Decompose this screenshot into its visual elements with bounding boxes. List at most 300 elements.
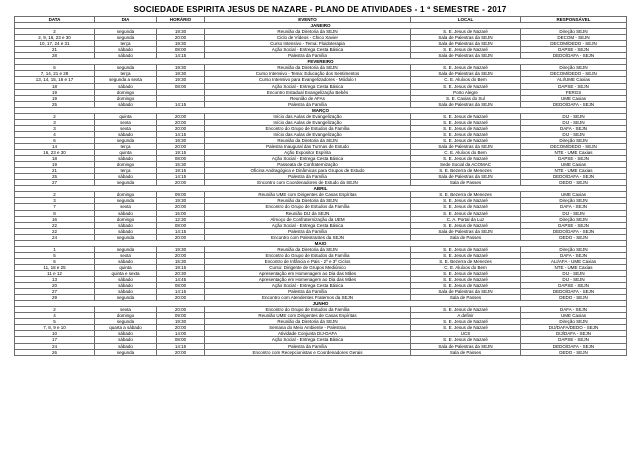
cell-time: 20:00 <box>157 234 205 240</box>
cell-event: Encontro Estadual Evangelização Bebês <box>205 89 411 95</box>
cell-date: 16 <box>15 216 95 222</box>
cell-responsible: DEDO/DAFA - SEJN <box>521 289 627 295</box>
cell-date: 3 <box>15 119 95 125</box>
cell-day: segunda <box>95 29 157 35</box>
cell-date: 5 <box>15 252 95 258</box>
cell-date: 25 <box>15 174 95 180</box>
month-label: JANEIRO <box>15 23 627 29</box>
cell-responsible: UME Caxias <box>521 192 627 198</box>
cell-event: Reunião UME com Dirigentes de Casas Espíritas <box>205 192 411 198</box>
cell-time: 08:00 <box>157 156 205 162</box>
cell-responsible: FERGS <box>521 89 627 95</box>
cell-event: Ação Social - Entrega Cesta Básica <box>205 83 411 89</box>
cell-event: Ciclo de Vídeos - Chico Xavier <box>205 35 411 41</box>
cell-date: 29 <box>15 295 95 301</box>
cell-event: Reunião da Diretoria da SEJN <box>205 29 411 35</box>
cell-event: Palestra da Família <box>205 343 411 349</box>
cell-date: 18 <box>15 83 95 89</box>
cell-day: sábado <box>95 343 157 349</box>
cell-event: Encontro com Coordenadores de Estudo da SEJN <box>205 180 411 186</box>
cell-location: S. E. Jesus de Nazaré <box>411 319 521 325</box>
cell-day: segunda <box>95 295 157 301</box>
cell-location: Sala de Palestras da SEJN <box>411 41 521 47</box>
cell-event: Ação Social - Entrega Cesta Básica <box>205 156 411 162</box>
cell-location: Porto Alegre <box>411 89 521 95</box>
cell-date: 19 <box>15 162 95 168</box>
cell-event: Palestra da Família <box>205 289 411 295</box>
cell-day: sexta <box>95 307 157 313</box>
cell-date: 22 <box>15 228 95 234</box>
cell-responsible: Direção SEJN <box>521 65 627 71</box>
cell-day: segunda <box>95 137 157 143</box>
cell-event: Reunião da Diretoria da SEJN <box>205 198 411 204</box>
cell-date: 2 <box>15 29 95 35</box>
cell-date: 3 <box>15 198 95 204</box>
cell-responsible: DAFA - SEJN <box>521 307 627 313</box>
cell-responsible: DIJ - SEJN <box>521 119 627 125</box>
cell-event: Curso Intensivo - Tema: Fluidoterapia <box>205 41 411 47</box>
cell-day: segunda <box>95 234 157 240</box>
cell-event: Início das Aulas de Evangelização <box>205 131 411 137</box>
cell-event: Encontro de Infância e Pais - 2º e 3º Ciclos <box>205 258 411 264</box>
cell-time: 08:00 <box>157 47 205 53</box>
cell-event: Palestra da Família <box>205 228 411 234</box>
cell-date: 1 <box>15 246 95 252</box>
cell-day: quinta <box>95 113 157 119</box>
cell-date: 14 <box>15 143 95 149</box>
cell-day: segunda <box>95 246 157 252</box>
cell-event: Reunião DIJ da SEJN <box>205 210 411 216</box>
cell-responsible: DECOM/DEDO - SEJN <box>521 41 627 47</box>
cell-event: Palestra Inaugural das Turmas de Estudo <box>205 143 411 149</box>
cell-time: 15:30 <box>157 162 205 168</box>
header-local: LOCAL <box>411 17 521 23</box>
cell-location: Sala de Palestras da SEJN <box>411 289 521 295</box>
cell-responsible: DAPSE - SEJN <box>521 83 627 89</box>
header-evento: EVENTO <box>205 17 411 23</box>
cell-responsible: DEDO - SEJN <box>521 180 627 186</box>
cell-date: 7, 8, 9 e 10 <box>15 325 95 331</box>
cell-responsible: ALI/UME Caxias <box>521 77 627 83</box>
cell-day: sábado <box>95 156 157 162</box>
cell-location: Sala de Palestras da SEJN <box>411 174 521 180</box>
cell-location: S. E. Jesus de Nazaré <box>411 222 521 228</box>
cell-responsible: ALI/AFA - UME Caxias <box>521 258 627 264</box>
cell-day: segunda <box>95 349 157 355</box>
cell-day: sábado <box>95 337 157 343</box>
cell-location: S. E. Jesus de Nazaré <box>411 119 521 125</box>
cell-time: 08:00 <box>157 337 205 343</box>
cell-location: S. E. Jesus de Nazaré <box>411 125 521 131</box>
cell-responsible: DIJ/DAFA - SEJN <box>521 331 627 337</box>
cell-time: 15:30 <box>157 258 205 264</box>
cell-time: 14:15 <box>157 228 205 234</box>
cell-day: sábado <box>95 131 157 137</box>
cell-responsible: DEDO - SEJN <box>521 349 627 355</box>
cell-responsible: NTE - UME Caxias <box>521 168 627 174</box>
cell-day: sábado <box>95 53 157 59</box>
cell-event: Início das Aulas de Evangelização <box>205 113 411 119</box>
cell-date: 11 e 12 <box>15 270 95 276</box>
cell-date: 19 <box>15 95 95 101</box>
cell-day: terça <box>95 143 157 149</box>
cell-date: 22 <box>15 222 95 228</box>
cell-time: 19:30 <box>157 198 205 204</box>
cell-time: 20:00 <box>157 113 205 119</box>
cell-day: quinta <box>95 150 157 156</box>
cell-day: quinta e sexta <box>95 270 157 276</box>
cell-date: 20 <box>15 283 95 289</box>
cell-location: S. E. Jesus de Nazaré <box>411 307 521 313</box>
cell-date: 4 <box>15 313 95 319</box>
cell-event: Palestra da Família <box>205 53 411 59</box>
cell-time: 20:00 <box>157 349 205 355</box>
cell-event: Almoço de Confraternização da UEM <box>205 216 411 222</box>
cell-time: 20:00 <box>157 143 205 149</box>
cell-date: 10 <box>15 331 95 337</box>
cell-day: segunda a sexta <box>95 77 157 83</box>
cell-event: Encontro com Atendentes Fraternos da SEJN <box>205 295 411 301</box>
cell-day: terça <box>95 71 157 77</box>
cell-time: 14:15 <box>157 131 205 137</box>
cell-date: 19 <box>15 89 95 95</box>
cell-responsible: UME Caxias <box>521 313 627 319</box>
cell-date: 28 <box>15 53 95 59</box>
cell-responsible: DIJ - SEJN <box>521 277 627 283</box>
cell-date: 6 <box>15 258 95 264</box>
header-horario: HORÁRIO <box>157 17 205 23</box>
cell-day: sábado <box>95 277 157 283</box>
cell-responsible: DECOM/DEDO - SEJN <box>521 143 627 149</box>
cell-day: segunda <box>95 198 157 204</box>
month-label: ABRIL <box>15 186 627 192</box>
cell-date: 26 <box>15 349 95 355</box>
cell-event: Oficina Andragógica e Dinâmicas para Grupos de Estudo <box>205 168 411 174</box>
cell-time: 20:00 <box>157 307 205 313</box>
cell-day: segunda <box>95 180 157 186</box>
cell-event: Curso Intensivo - Tema: Educação dos Sentimentos <box>205 71 411 77</box>
cell-date: 21 <box>15 47 95 53</box>
cell-responsible: DEDO - SEJN <box>521 234 627 240</box>
cell-responsible: DAPSE - SEJN <box>521 283 627 289</box>
cell-event: Encontro do Grupo de Estudos da Família <box>205 125 411 131</box>
cell-event: Reunião da Diretoria da SEJN <box>205 319 411 325</box>
cell-responsible: Direção SEJN <box>521 137 627 143</box>
cell-day: segunda <box>95 65 157 71</box>
cell-event: Curso Intensivo para Evangelizadores - Módulo I <box>205 77 411 83</box>
cell-responsible: DAFA - SEJN <box>521 125 627 131</box>
cell-day: sábado <box>95 283 157 289</box>
cell-time: 20:00 <box>157 325 205 331</box>
cell-location: S. E. Jesus de Nazaré <box>411 29 521 35</box>
cell-time: 09:00 <box>157 192 205 198</box>
cell-date: 2 <box>15 192 95 198</box>
cell-date: 27 <box>15 289 95 295</box>
cell-day: terça <box>95 168 157 174</box>
month-label: MARÇO <box>15 107 627 113</box>
cell-responsible: DEDO/DAFA - SEJN <box>521 343 627 349</box>
cell-time: 20:00 <box>157 204 205 210</box>
cell-event: Encontro do Grupo de Estudos da Família <box>205 204 411 210</box>
cell-location: A definir <box>411 313 521 319</box>
cell-location: Sala de Passes <box>411 234 521 240</box>
cell-responsible: UME Caxias <box>521 95 627 101</box>
cell-location: S. E. Jesus de Nazaré <box>411 210 521 216</box>
cell-responsible: NTE - UME Caxias <box>521 264 627 270</box>
cell-day: sábado <box>95 47 157 53</box>
header-responsavel: RESPONSÁVEL <box>521 17 627 23</box>
cell-location: S. E. Jesus de Nazaré <box>411 246 521 252</box>
cell-date: 27 <box>15 180 95 186</box>
cell-day: segunda <box>95 319 157 325</box>
cell-responsible: Direção SEJN <box>521 216 627 222</box>
cell-event: Ação Expositor Espírita <box>205 150 411 156</box>
cell-time: 19:30 <box>157 319 205 325</box>
cell-time: 14:15 <box>157 101 205 107</box>
cell-event: Semana do Meio Ambiente - Palestras <box>205 325 411 331</box>
cell-event: Ação Social - Entrega Cesta Básica <box>205 47 411 53</box>
cell-day: sexta <box>95 119 157 125</box>
cell-time: 08:00 <box>157 222 205 228</box>
cell-date: 5 <box>15 319 95 325</box>
cell-location: Sala de Passes <box>411 295 521 301</box>
cell-event: Encontro do Grupo de Estudos da Família <box>205 307 411 313</box>
cell-day: sexta <box>95 252 157 258</box>
cell-responsible: DEDO/DAFA - SEJN <box>521 53 627 59</box>
cell-date: 13, 14, 15, 16 e 17 <box>15 77 95 83</box>
cell-location: C. A. Portal da Luz <box>411 216 521 222</box>
cell-day: domingo <box>95 95 157 101</box>
cell-time: 19:30 <box>157 41 205 47</box>
cell-responsible: Direção SEJN <box>521 198 627 204</box>
cell-event: Reunião da Diretoria da SEJN <box>205 246 411 252</box>
cell-responsible: DAFA - SEJN <box>521 252 627 258</box>
cell-location: Sala de Passes <box>411 349 521 355</box>
cell-location: S. E. Jesus de Nazaré <box>411 113 521 119</box>
cell-day: domingo <box>95 216 157 222</box>
month-label: FEVEREIRO <box>15 59 627 65</box>
cell-date: 2 <box>15 113 95 119</box>
cell-date: 7, 14, 21 e 28 <box>15 71 95 77</box>
cell-day: domingo <box>95 313 157 319</box>
cell-time: 20:00 <box>157 119 205 125</box>
header-data: DATA <box>15 17 95 23</box>
cell-event: Ação Social - Entrega Cesta Básica <box>205 337 411 343</box>
cell-location: S. E. Jesus de Nazaré <box>411 337 521 343</box>
activity-table <box>14 16 627 356</box>
cell-location: S. E. Jesus de Nazaré <box>411 277 521 283</box>
cell-responsible: DEDO - SEJN <box>521 295 627 301</box>
cell-location: Sala de Palestras da SEJN <box>411 228 521 234</box>
cell-event: Passeata de Confraternização <box>205 162 411 168</box>
cell-time: 20:30 <box>157 270 205 276</box>
activity-plan-sheet <box>14 4 626 356</box>
cell-responsible: DAPSE - SEJN <box>521 47 627 53</box>
cell-location: S. E. Jesus de Nazaré <box>411 137 521 143</box>
cell-date: 8 <box>15 210 95 216</box>
cell-event: Atividade Conjunta DIJ-DAFA <box>205 331 411 337</box>
cell-date: 10, 17, 24 e 31 <box>15 41 95 47</box>
cell-event: Início das Aulas de Evangelização <box>205 119 411 125</box>
cell-location: Sala de Palestras da SEJN <box>411 53 521 59</box>
cell-event: Encontro com Recepcionistas e Coordenadores Gerais <box>205 349 411 355</box>
cell-responsible: DEDO/DAFA - SEJN <box>521 228 627 234</box>
cell-date: 6 <box>15 137 95 143</box>
cell-event: Reunião da Diretoria da SEJN <box>205 65 411 71</box>
cell-time: 14:15 <box>157 289 205 295</box>
cell-day: sábado <box>95 174 157 180</box>
cell-time: 15:00 <box>157 210 205 216</box>
cell-location: Sede Social da ACOMAC <box>411 162 521 168</box>
cell-time: 20:00 <box>157 252 205 258</box>
cell-responsible: DEDO/DAFA - SEJN <box>521 174 627 180</box>
cell-location: Sala de Passes <box>411 180 521 186</box>
cell-time: 14:15 <box>157 53 205 59</box>
cell-location: C. E. Aluíxos do Bem <box>411 150 521 156</box>
cell-location: Sala de Palestras da SEJN <box>411 143 521 149</box>
cell-time: 19:30 <box>157 246 205 252</box>
cell-day: sábado <box>95 331 157 337</box>
cell-event: Reunião de AFAs <box>205 95 411 101</box>
cell-date: 2, 9, 16, 23 e 30 <box>15 35 95 41</box>
cell-day: sábado <box>95 228 157 234</box>
cell-time: 14:15 <box>157 343 205 349</box>
cell-responsible: Direção SEJN <box>521 246 627 252</box>
cell-event: Ação Social - Entrega Cesta Básica <box>205 283 411 289</box>
cell-time: 08:00 <box>157 283 205 289</box>
cell-day: sábado <box>95 210 157 216</box>
cell-responsible: Direção SEJN <box>521 319 627 325</box>
cell-time: 20:00 <box>157 35 205 41</box>
cell-day: sábado <box>95 83 157 89</box>
cell-location: S. E. Jesus de Nazaré <box>411 83 521 89</box>
cell-location: S. E. Jesus de Nazaré <box>411 325 521 331</box>
cell-responsible: UME Caxias <box>521 162 627 168</box>
cell-event: Palestra da Família <box>205 101 411 107</box>
cell-event: Apresentação em Homenagem ao Dia das Mães <box>205 277 411 283</box>
cell-time: 19:30 <box>157 65 205 71</box>
cell-date: 18 <box>15 156 95 162</box>
cell-date: 3 <box>15 125 95 131</box>
month-label: MAIO <box>15 240 627 246</box>
table-row <box>15 349 627 355</box>
cell-date: 2 <box>15 307 95 313</box>
cell-event: Reunião UME com Dirigentes de Casas Espíritas <box>205 313 411 319</box>
table-body <box>15 23 627 356</box>
cell-time: 20:00 <box>157 125 205 131</box>
cell-location: S. E. Jesus de Nazaré <box>411 270 521 276</box>
cell-event: Encontro com Palestrantes da SEJN <box>205 234 411 240</box>
cell-day: domingo <box>95 192 157 198</box>
cell-date: 21 <box>15 168 95 174</box>
cell-day: domingo <box>95 162 157 168</box>
cell-responsible: DIJ - SEJN <box>521 131 627 137</box>
cell-responsible: DIJ - SEJN <box>521 270 627 276</box>
cell-responsible: DIJ - SEJN <box>521 113 627 119</box>
cell-time: 08:00 <box>157 83 205 89</box>
cell-location: S. E. Jesus de Nazaré <box>411 131 521 137</box>
cell-date: 7 <box>15 204 95 210</box>
cell-time: 19:30 <box>157 77 205 83</box>
cell-responsible: DAPSE - SEJN <box>521 337 627 343</box>
cell-time: 09:00 <box>157 313 205 319</box>
cell-location: C. E. Aluíxos do Bem <box>411 264 521 270</box>
cell-date: 25 <box>15 101 95 107</box>
cell-day: quinta <box>95 264 157 270</box>
cell-location: Sala de Palestras da SEJN <box>411 101 521 107</box>
cell-responsible: DAPSE - SEJN <box>521 222 627 228</box>
cell-responsible: DIJ/DAFA/DEDO - SEJN <box>521 325 627 331</box>
cell-event: Encontro do Grupo de Estudos da Família <box>205 252 411 258</box>
cell-location: UCS <box>411 331 521 337</box>
cell-date: 11, 18 e 25 <box>15 264 95 270</box>
cell-location: S. E. Jesus de Nazaré <box>411 198 521 204</box>
cell-location: Sala de Palestras da SEJN <box>411 71 521 77</box>
document-title: SOCIEDADE ESPIRITA JESUS DE NAZARE - PLANO DE ATIVIDADES - 1 º SEMESTRE - 2017 <box>133 5 507 14</box>
cell-date: 13 <box>15 277 95 283</box>
cell-location: Sala de Palestras da SEJN <box>411 35 521 41</box>
header-dia: DIA <box>95 17 157 23</box>
cell-event: Apresentação em Homenagem ao Dia das Mães <box>205 270 411 276</box>
cell-time: 19:15 <box>157 264 205 270</box>
cell-responsible: NTE - UME Caxias <box>521 150 627 156</box>
cell-responsible: DIJ - SEJN <box>521 210 627 216</box>
cell-location: S. E. Bezerra de Menezes <box>411 168 521 174</box>
cell-responsible: DECOM - SEJN <box>521 35 627 41</box>
cell-responsible: Direção SEJN <box>521 29 627 35</box>
cell-time: 14:15 <box>157 174 205 180</box>
cell-time: 19:30 <box>157 71 205 77</box>
cell-day: sábado <box>95 289 157 295</box>
cell-event: Ação Social - Entrega Cesta Básica <box>205 222 411 228</box>
cell-location: S. E. Bezerra de Menezes <box>411 258 521 264</box>
cell-location: S. E. Jesus de Nazaré <box>411 252 521 258</box>
cell-location: S. E. Jesus de Nazaré <box>411 47 521 53</box>
cell-day: sexta <box>95 204 157 210</box>
cell-responsible: DECOM/DEDO - SEJN <box>521 71 627 77</box>
cell-date: 16, 23 e 30 <box>15 150 95 156</box>
cell-time: 19:15 <box>157 168 205 174</box>
cell-day: sábado <box>95 222 157 228</box>
cell-day: quarta a sábado <box>95 325 157 331</box>
cell-date: 24 <box>15 234 95 240</box>
cell-location: C. E. Aluíxos do Bem <box>411 77 521 83</box>
cell-responsible: DAFA - SEJN <box>521 204 627 210</box>
cell-location: Sala de Palestras da SEJN <box>411 343 521 349</box>
month-label: JUNHO <box>15 301 627 307</box>
cell-day: terça <box>95 41 157 47</box>
cell-date: 6 <box>15 65 95 71</box>
cell-location: S. E. Jesus de Nazaré <box>411 204 521 210</box>
cell-location: S. E. Caxias do Sul <box>411 95 521 101</box>
cell-time: 20:00 <box>157 295 205 301</box>
cell-day: sábado <box>95 101 157 107</box>
cell-time: 14:45 <box>157 277 205 283</box>
cell-day: domingo <box>95 89 157 95</box>
cell-time: 19:30 <box>157 29 205 35</box>
cell-time: 14:00 <box>157 331 205 337</box>
cell-time: 19:15 <box>157 150 205 156</box>
cell-time: 12:30 <box>157 216 205 222</box>
cell-time: 19:30 <box>157 137 205 143</box>
cell-date: 17 <box>15 337 95 343</box>
cell-day: sexta <box>95 125 157 131</box>
cell-event: Palestra da Família <box>205 174 411 180</box>
cell-event: Reunião da Diretoria da SEJN <box>205 137 411 143</box>
cell-day: segunda <box>95 35 157 41</box>
cell-time: 20:00 <box>157 180 205 186</box>
cell-responsible: DAPSE - SEJN <box>521 156 627 162</box>
